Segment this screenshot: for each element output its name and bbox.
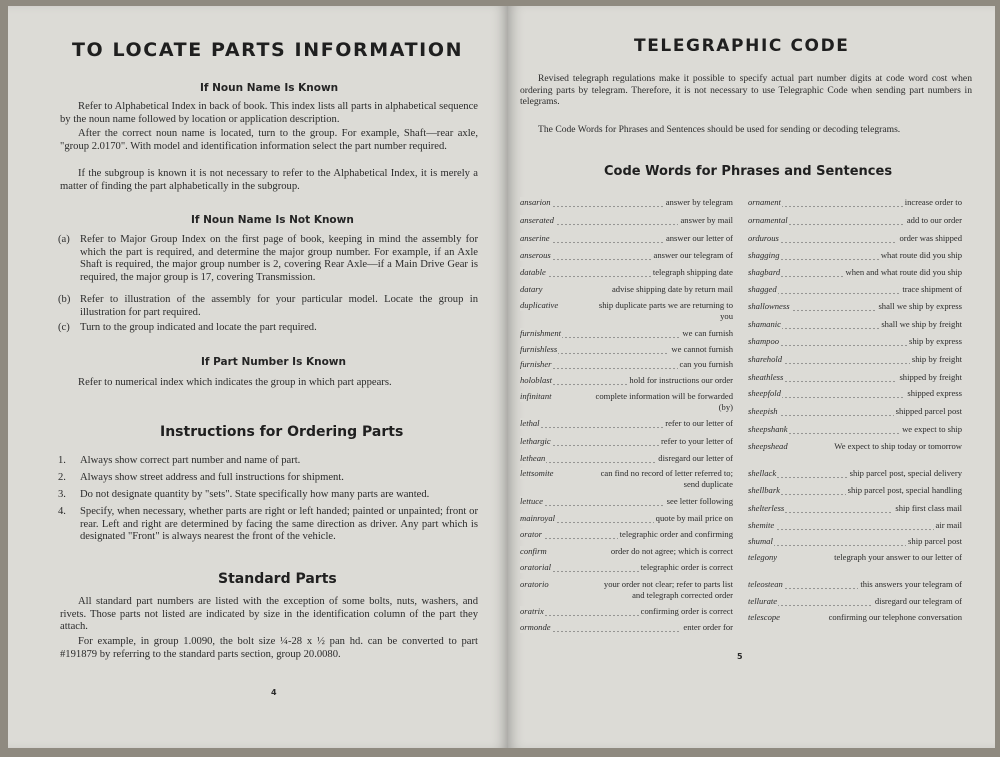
- code-word: anserous: [520, 250, 551, 260]
- code-meaning: complete information will be forwarded (by): [595, 391, 733, 412]
- code-meaning: what route did you ship: [880, 250, 962, 260]
- code-meaning: can you furnish: [679, 359, 733, 369]
- code-meaning: telegraphic order is correct: [640, 562, 733, 572]
- code-entry: [748, 520, 962, 531]
- list-text: Refer to illustration of the assembly for your particular model. Locate the group in illustration for part required.: [80, 294, 478, 318]
- code-entry: [748, 336, 962, 347]
- code-entry: [520, 579, 733, 600]
- code-entry: [748, 215, 962, 226]
- code-meaning: We expect to ship today or tomorrow: [834, 441, 962, 451]
- code-meaning: disregard our letter of: [658, 453, 733, 463]
- code-entry: [748, 267, 962, 278]
- code-entry: [748, 197, 962, 208]
- code-meaning: ship parcel post, special delivery: [849, 468, 962, 478]
- code-meaning: shall we ship by express: [878, 301, 962, 311]
- list-label: 2.: [58, 472, 66, 483]
- code-word: sharehold: [748, 354, 783, 364]
- code-meaning: add to our order: [906, 215, 962, 225]
- code-word: orator: [520, 529, 542, 539]
- code-entry: [748, 319, 962, 330]
- code-entry: [748, 372, 962, 383]
- code-word: anserated: [520, 215, 554, 225]
- code-word: sheathless: [748, 372, 784, 382]
- list-label: (b): [58, 294, 71, 305]
- list-text: Turn to the group indicated and locate the part required.: [80, 322, 317, 333]
- code-entry: [520, 215, 733, 226]
- code-word: oratorial: [520, 562, 552, 572]
- code-meaning: this answers your telegram of: [860, 579, 962, 589]
- code-entry: [748, 579, 962, 590]
- code-entry: [748, 552, 962, 563]
- code-entry: [520, 284, 733, 295]
- code-word: shellbark: [748, 485, 780, 495]
- list-item: [58, 322, 478, 335]
- code-meaning: ship parcel post, special handling: [847, 485, 962, 495]
- code-meaning: can find no record of letter referred to; send duplicate: [600, 468, 733, 489]
- list-label: (c): [58, 322, 70, 333]
- code-word: oratrix: [520, 606, 544, 616]
- paragraph: If the subgroup is known it is not necessary to refer to the Alphabetical Index, it is merely a matter of finding the part alphabetically in the subgroup.: [60, 168, 478, 192]
- code-entry: [520, 375, 733, 386]
- code-meaning: enter order for: [683, 622, 733, 632]
- code-word: teleostean: [748, 579, 783, 589]
- code-word: datable: [520, 267, 546, 277]
- code-meaning: we can furnish: [682, 328, 733, 338]
- section-heading: Code Words for Phrases and Sentences: [604, 164, 893, 179]
- code-entry: [520, 344, 733, 355]
- code-entry: [520, 496, 733, 507]
- list-item: [58, 472, 478, 485]
- code-entry: [520, 562, 733, 573]
- code-meaning: ship by freight: [911, 354, 962, 364]
- code-entry: [520, 436, 733, 447]
- list-item: [58, 455, 478, 468]
- code-word: tellurate: [748, 596, 778, 606]
- list-label: 1.: [58, 455, 66, 466]
- code-meaning: answer our telegram of: [653, 250, 733, 260]
- list-text: Always show correct part number and name of part.: [80, 455, 301, 466]
- code-word: ansarion: [520, 197, 551, 207]
- code-meaning: telegraphic order and confirming: [619, 529, 733, 539]
- code-entry: [748, 468, 962, 479]
- code-meaning: refer to your letter of: [660, 436, 733, 446]
- code-word: shagging: [748, 250, 780, 260]
- code-meaning: when and what route did you ship: [845, 267, 962, 277]
- code-entry: [520, 250, 733, 261]
- code-word: furnishment: [520, 328, 562, 338]
- code-word: infinitant: [520, 391, 552, 401]
- list-item: [58, 489, 478, 502]
- list-item: [58, 294, 478, 319]
- code-meaning: ship duplicate parts we are returning to you: [598, 300, 733, 321]
- code-meaning: answer by telegram: [665, 197, 733, 207]
- code-meaning: air mail: [935, 520, 962, 530]
- paragraph: Refer to Alphabetical Index in back of book. This index lists all parts in alphabetical sequence by the noun name followed by location or application description.: [60, 101, 478, 125]
- code-word: lethargic: [520, 436, 551, 446]
- code-word: mainroyal: [520, 513, 556, 523]
- code-entry: [520, 546, 733, 557]
- code-word: shumal: [748, 536, 773, 546]
- code-word: confirm: [520, 546, 547, 556]
- code-word: shagged: [748, 284, 777, 294]
- code-entry: [748, 250, 962, 261]
- section-heading: Instructions for Ordering Parts: [160, 424, 404, 440]
- code-meaning: increase order to: [904, 197, 962, 207]
- code-word: oratorio: [520, 579, 549, 589]
- code-word: lethean: [520, 453, 546, 463]
- code-word: shampoo: [748, 336, 780, 346]
- code-entry: [520, 300, 733, 321]
- code-entry: [748, 388, 962, 399]
- code-word: shamanic: [748, 319, 781, 329]
- code-meaning: trace shipment of: [902, 284, 962, 294]
- code-word: telegony: [748, 552, 778, 562]
- left-page: [8, 6, 508, 748]
- code-word: datary: [520, 284, 543, 294]
- code-word: duplicative: [520, 300, 559, 310]
- paragraph: The Code Words for Phrases and Sentences should be used for sending or decoding telegrams.: [538, 124, 901, 135]
- section-heading: If Noun Name Is Not Known: [191, 214, 354, 226]
- code-meaning: shipped parcel post: [895, 406, 962, 416]
- code-entry: [748, 301, 962, 312]
- code-word: shallowness: [748, 301, 790, 311]
- code-word: furnishless: [520, 344, 558, 354]
- code-meaning: shall we ship by freight: [881, 319, 962, 329]
- code-entry: [748, 536, 962, 547]
- code-word: lettsomite: [520, 468, 554, 478]
- code-entry: [748, 354, 962, 365]
- right-page: [508, 6, 995, 748]
- page-number: 4: [271, 688, 277, 697]
- code-entry: [748, 284, 962, 295]
- code-entry: [520, 622, 733, 633]
- code-entry: [748, 424, 962, 435]
- paragraph: After the correct noun name is located, turn to the group. For example, Shaft—rear axle, "group 2.0170". With model and identification information select the part number required.: [60, 128, 478, 152]
- code-word: shemite: [748, 520, 775, 530]
- code-meaning: see letter following: [666, 496, 733, 506]
- code-word: lethal: [520, 418, 540, 428]
- code-entry: [520, 233, 733, 244]
- code-word: anserine: [520, 233, 550, 243]
- code-meaning: answer by mail: [680, 215, 733, 225]
- code-word: lettuce: [520, 496, 543, 506]
- list-text: Refer to Major Group Index on the first page of book, keeping in mind the assembly for which the part is required, and determine the major group number. For example, if an Axle Shaft is required, the major group number is 2, covering Rear Axle—if a Main Drive Gear is required, the major group is 17, covering Transmission.: [80, 234, 478, 283]
- code-meaning: we cannot furnish: [671, 344, 733, 354]
- code-entry: [520, 513, 733, 524]
- code-entry: [748, 406, 962, 417]
- list-label: (a): [58, 234, 70, 245]
- code-entry: [520, 359, 733, 370]
- code-entry: [520, 418, 733, 429]
- code-entry: [748, 233, 962, 244]
- code-entry: [748, 612, 962, 623]
- paragraph: For example, in group 1.0090, the bolt size ¼-28 x ½ pan hd. can be converted to part #191879 by referring to the standard parts section, group 20.0080.: [60, 636, 478, 660]
- page-title: TELEGRAPHIC CODE: [634, 36, 850, 56]
- code-meaning: order do not agree; which is correct: [610, 546, 733, 556]
- page-title: TO LOCATE PARTS INFORMATION: [72, 39, 464, 61]
- code-word: holoblast: [520, 375, 552, 385]
- code-meaning: we expect to ship: [902, 424, 962, 434]
- code-meaning: telegraph your answer to our letter of: [834, 552, 962, 562]
- code-meaning: answer our letter of: [665, 233, 733, 243]
- code-word: furnisher: [520, 359, 552, 369]
- code-meaning: confirming order is correct: [640, 606, 733, 616]
- code-word: shellack: [748, 468, 777, 478]
- section-heading: Standard Parts: [218, 571, 337, 587]
- list-text: Specify, when necessary, whether parts are right or left handed; painted or unpainted; front or rear. Left and right are determined by facing the same direction as driver. Any part which is designated "Front" is always nearest the front of the vehicle.: [80, 506, 478, 543]
- code-word: sheepshank: [748, 424, 788, 434]
- code-entry: [520, 267, 733, 278]
- code-word: telescope: [748, 612, 780, 622]
- code-entry: [748, 485, 962, 496]
- code-meaning: telegraph shipping date: [652, 267, 733, 277]
- list-item: [58, 234, 478, 284]
- code-entry: [520, 453, 733, 464]
- code-meaning: ship first class mail: [895, 503, 962, 513]
- code-entry: [520, 468, 733, 489]
- page-number: 5: [737, 652, 743, 661]
- code-meaning: confirming our telephone conversation: [828, 612, 962, 622]
- list-text: Do not designate quantity by "sets". State specifically how many parts are wanted.: [80, 489, 430, 500]
- code-entry: [748, 503, 962, 514]
- code-meaning: quote by mail price on: [655, 513, 733, 523]
- code-meaning: advise shipping date by return mail: [611, 284, 733, 294]
- code-entry: [748, 441, 962, 452]
- list-label: 3.: [58, 489, 66, 500]
- list-item: [58, 506, 478, 544]
- section-heading: If Noun Name Is Known: [200, 82, 339, 94]
- paragraph: All standard part numbers are listed with the exception of some bolts, nuts, washers, and rivets. Those parts not listed are indicated by size in the identification column of the part they attach.: [60, 596, 478, 633]
- code-word: sheepish: [748, 406, 778, 416]
- code-word: ordurous: [748, 233, 779, 243]
- code-word: shelterless: [748, 503, 785, 513]
- code-entry: [520, 606, 733, 617]
- code-word: ornamental: [748, 215, 788, 225]
- code-meaning: refer to our letter of: [665, 418, 733, 428]
- code-meaning: shipped by freight: [899, 372, 962, 382]
- section-heading: If Part Number Is Known: [201, 356, 346, 368]
- code-meaning: ship parcel post: [908, 536, 962, 546]
- list-label: 4.: [58, 506, 66, 517]
- code-word: ornament: [748, 197, 781, 207]
- code-meaning: shipped express: [907, 388, 962, 398]
- list-text: Always show street address and full instructions for shipment.: [80, 472, 344, 483]
- code-meaning: hold for instructions our order: [629, 375, 733, 385]
- code-word: shagbard: [748, 267, 781, 277]
- paragraph: Refer to numerical index which indicates the group in which part appears.: [78, 377, 392, 388]
- code-entry: [520, 328, 733, 339]
- code-meaning: your order not clear; refer to parts list and telegraph corrected order: [603, 579, 733, 600]
- code-entry: [520, 197, 733, 208]
- code-entry: [748, 596, 962, 607]
- code-word: sheepfold: [748, 388, 781, 398]
- code-meaning: order was shipped: [899, 233, 962, 243]
- code-meaning: ship by express: [909, 336, 962, 346]
- paragraph: Revised telegraph regulations make it possible to specify actual part number digits at code word cost when ordering parts by telegram. Therefore, it is not necessary to use Telegraphic Code when sending part numbers in telegrams.: [520, 73, 972, 108]
- code-word: ormonde: [520, 622, 551, 632]
- code-meaning: disregard our telegram of: [874, 596, 962, 606]
- code-word: sheepshead: [748, 441, 788, 451]
- code-entry: [520, 391, 733, 412]
- code-entry: [520, 529, 733, 540]
